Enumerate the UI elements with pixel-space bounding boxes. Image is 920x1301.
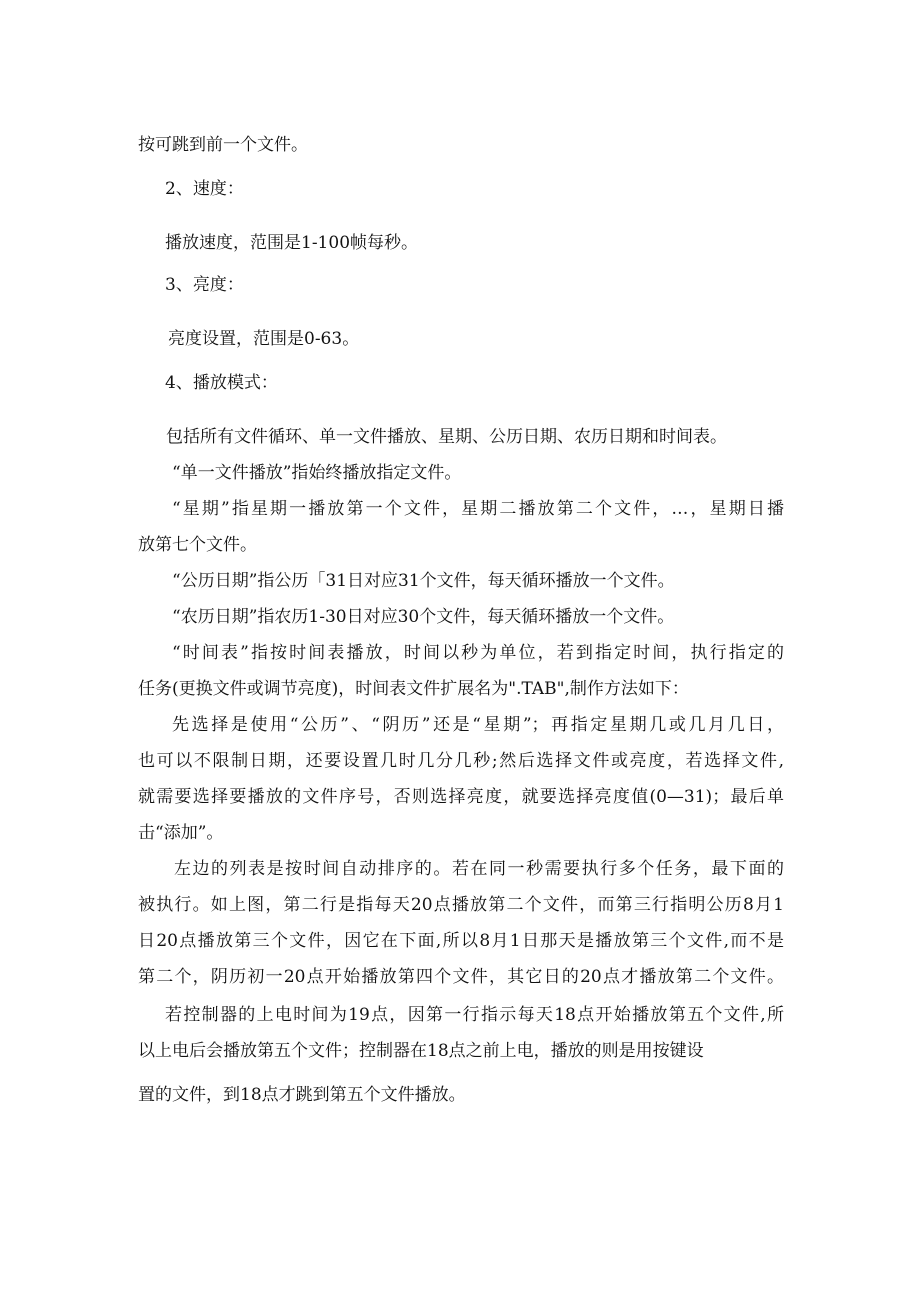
text-line-method-4: 击“添加”。 [138,823,224,843]
text-line-method-3: 就需要选择要播放的文件序号，否则选择亮度，就要选择亮度值(0—31)；最后单 [138,787,784,807]
text-line-list-1: 左边的列表是按时间自动排序的。若在同一秒需要执行多个任务，最下面的 [174,859,784,879]
text-line-timetable-1: “时间表”指按时间表播放，时间以秒为单位，若到指定时间，执行指定的 [172,643,784,663]
text-line-list-2: 被执行。如上图，第二行是指每天20点播放第二个文件，而第三行指明公历8月1 [138,895,784,915]
text-line-method-2: 也可以不限制日期，还要设置几时几分几秒;然后选择文件或亮度，若选择文件, [138,751,784,771]
text-line-brightness-range: 亮度设置，范围是0-63。 [168,329,360,349]
text-line-list-3: 日20点播放第三个文件，因它在下面,所以8月1日那天是播放第三个文件,而不是 [138,931,784,951]
section-heading-play-mode: 4、播放模式： [165,373,278,393]
text-line-poweron-3: 置的文件，到18点才跳到第五个文件播放。 [138,1085,466,1105]
text-line-weekday-2: 放第七个文件。 [138,535,257,555]
section-heading-brightness: 3、亮度： [165,275,244,295]
text-line-list-4: 第二个，阴历初一20点开始播放第四个文件，其它日的20点才播放第二个文件。 [138,967,784,987]
text-line-poweron-2: 以上电后会播放第五个文件；控制器在18点之前上电，播放的则是用按键设 [138,1041,704,1061]
text-line-solar-date: “公历日期”指公历「31日对应31个文件，每天循环播放一个文件。 [172,571,675,591]
text-line-speed-range: 播放速度，范围是1-100帧每秒。 [165,233,419,253]
text-line-method-1: 先选择是使用“公历”、“阴历”还是“星期”；再指定星期几或几月几日， [172,715,784,735]
text-line-poweron-1: 若控制器的上电时间为19点，因第一行指示每天18点开始播放第五个文件,所 [165,1005,784,1025]
text-line-1: 按可跳到前一个文件。 [138,135,308,155]
text-line-lunar-date: “农历日期”指农历1-30日对应30个文件，每天循环播放一个文件。 [172,607,675,627]
text-line-weekday-1: “星期”指星期一播放第一个文件，星期二播放第二个文件，…，星期日播 [172,499,784,519]
text-line-single-file: “单一文件播放”指始终播放指定文件。 [172,463,462,483]
text-line-timetable-2: 任务(更换文件或调节亮度)，时间表文件扩展名为".TAB",制作方法如下： [138,679,689,699]
text-line-modes-list: 包括所有文件循环、单一文件播放、星期、公历日期、农历日期和时间表。 [166,427,727,447]
section-heading-speed: 2、速度： [165,179,244,199]
